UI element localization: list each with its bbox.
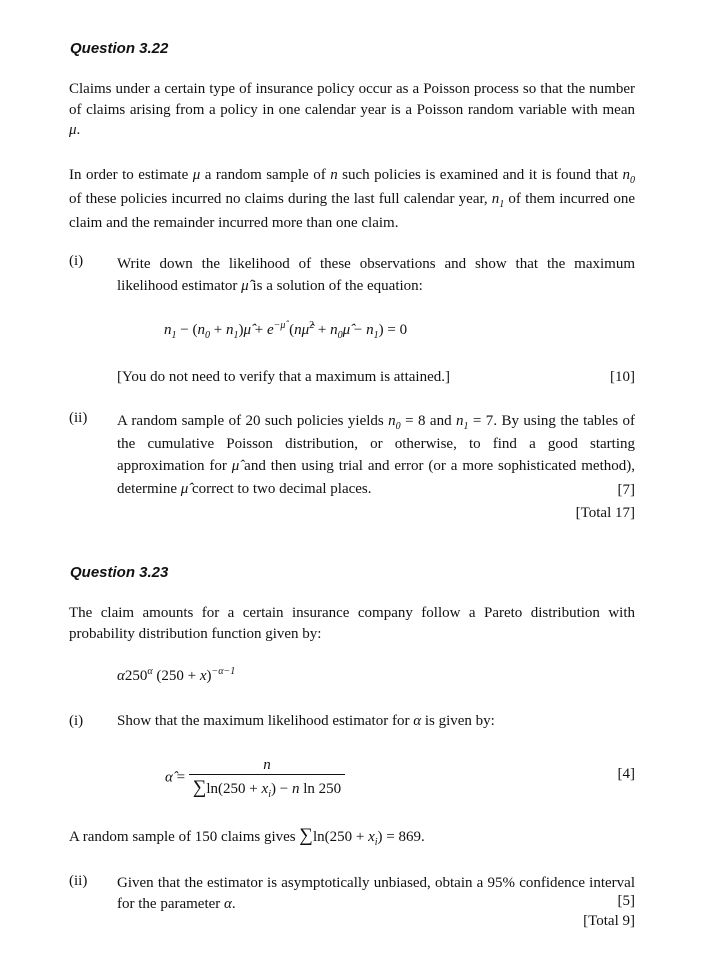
question-3-23-title: Question 3.23 — [70, 564, 169, 581]
q322-part-ii-text — [117, 410, 635, 500]
q322-setup-paragraph — [69, 163, 635, 235]
q322-part-ii-text-2: . By using the tables of the cumulative Poisson distribution, or otherwise, to find a good starting approximation for — [117, 413, 635, 474]
estimator-denominator: $\sum\ln(250 + x_i) - n$ ln 250 — [189, 774, 345, 799]
q322-part-ii-marks: [7] — [617, 482, 635, 498]
q322-part-ii-text-3: and then using trial and error (or a more sophisticated method), determine — [117, 458, 635, 497]
q322-part-ii-text-1: A random sample of 20 such policies yields — [117, 413, 389, 429]
q323-sample-statement — [69, 825, 425, 847]
alpha-symbol: α — [224, 895, 232, 912]
q323-part-ii-text-1: Given that the estimator is asymptotically unbiased, obtain a 95% confidence interval for the parameter — [117, 875, 635, 912]
q323-part-i-marks: [4] — [617, 766, 635, 782]
q322-part-i-text — [117, 253, 635, 297]
likelihood-equation — [164, 322, 407, 339]
q322-intro-paragraph — [69, 79, 635, 141]
q322-part-ii-number: (ii) — [69, 410, 88, 426]
mu-hat-symbol: μ̂ — [231, 458, 240, 474]
likelihood-equation-rendered: $n_1 - (n_0$ + $n_1)\mû + e^{-\mû}$ (nμ̂$^2$ + $n_0\mû - n_1) = 0$ — [164, 320, 408, 341]
n0-symbol: $n_0$ — [622, 167, 636, 186]
q323-total-marks: [Total 9] — [583, 913, 635, 929]
estimator-numerator: n — [263, 757, 271, 773]
q323-part-i-number: (i) — [69, 713, 84, 729]
q322-part-i-number: (i) — [69, 253, 84, 269]
q322-part-i-text-2: is a solution of the equation: — [248, 278, 423, 294]
q323-part-i-text-2: is given by: — [421, 713, 495, 729]
q322-setup-text-4: of these policies incurred no claims during the last full calendar year, — [69, 191, 492, 207]
n1-value: $n_1 = 7$ — [456, 413, 494, 432]
n-symbol: n — [330, 167, 338, 183]
q323-sample-text: A random sample of 150 claims gives — [69, 829, 300, 845]
q323-intro-paragraph: The claim amounts for a certain insurance company follow a Pareto distribution with probability distribution function given by: — [69, 605, 635, 642]
q322-part-ii-and: and — [425, 413, 456, 429]
q323-part-ii-text-2: . — [231, 895, 236, 912]
q323-part-i-text-1: Show that the maximum likelihood estimator for — [117, 713, 414, 729]
n1-symbol: $n_1$ — [491, 191, 505, 210]
question-3-22-title: Question 3.22 — [70, 40, 169, 57]
mu-symbol: μ — [192, 167, 201, 183]
q322-part-ii-text-4: correct to two decimal places. — [188, 480, 372, 497]
q323-part-ii-text — [117, 873, 635, 914]
mu-symbol: μ — [69, 122, 77, 138]
q323-part-i-text — [117, 713, 495, 730]
mu-hat-symbol: μ̂ — [180, 480, 189, 497]
estimator-fraction — [189, 757, 345, 799]
mu-hat-symbol: μ̂ — [241, 278, 249, 294]
q322-setup-text-3: such policies is examined and it is found that — [337, 167, 623, 183]
alpha-symbol: α — [413, 713, 422, 729]
q322-setup-text-2: a random sample of — [200, 167, 331, 183]
q322-intro-end: . — [76, 122, 81, 138]
q322-part-i-text-1: Write down the likelihood of these observations and show that the maximum likelihood estimator — [117, 256, 635, 294]
q322-part-i-marks: [10] — [610, 369, 635, 385]
q322-total-marks: [Total 17] — [575, 505, 635, 521]
q323-sample-end: . — [420, 829, 425, 845]
q322-intro-text: Claims under a certain type of insurance policy occur as a Poisson process so that the number of claims arising from a policy in one calendar year is a Poisson random variable with mean — [69, 81, 635, 118]
q322-setup-text-5: of them incurred one claim and the remainder incurred more than one claim. — [69, 191, 635, 231]
q323-part-ii-marks: [5] — [617, 893, 635, 909]
q322-setup-text-1: In order to estimate — [69, 167, 193, 183]
n0-value: $n_0 = 8$ — [388, 413, 426, 432]
q323-part-ii-number: (ii) — [69, 873, 88, 889]
pareto-pdf: $\alpha 250^\alpha$ $(250 + x)^{-\alpha-1}$ — [117, 666, 236, 684]
q322-note: [You do not need to verify that a maximum is attained.] — [117, 369, 450, 385]
alpha-hat-estimator: α̂ = $\frac{n}{\sum\ln(250 + x_i) - n \ln 250}$ — [165, 757, 345, 799]
sample-sum-equation: $\sum\ln(250 + x_i) = 869$ — [299, 825, 421, 848]
